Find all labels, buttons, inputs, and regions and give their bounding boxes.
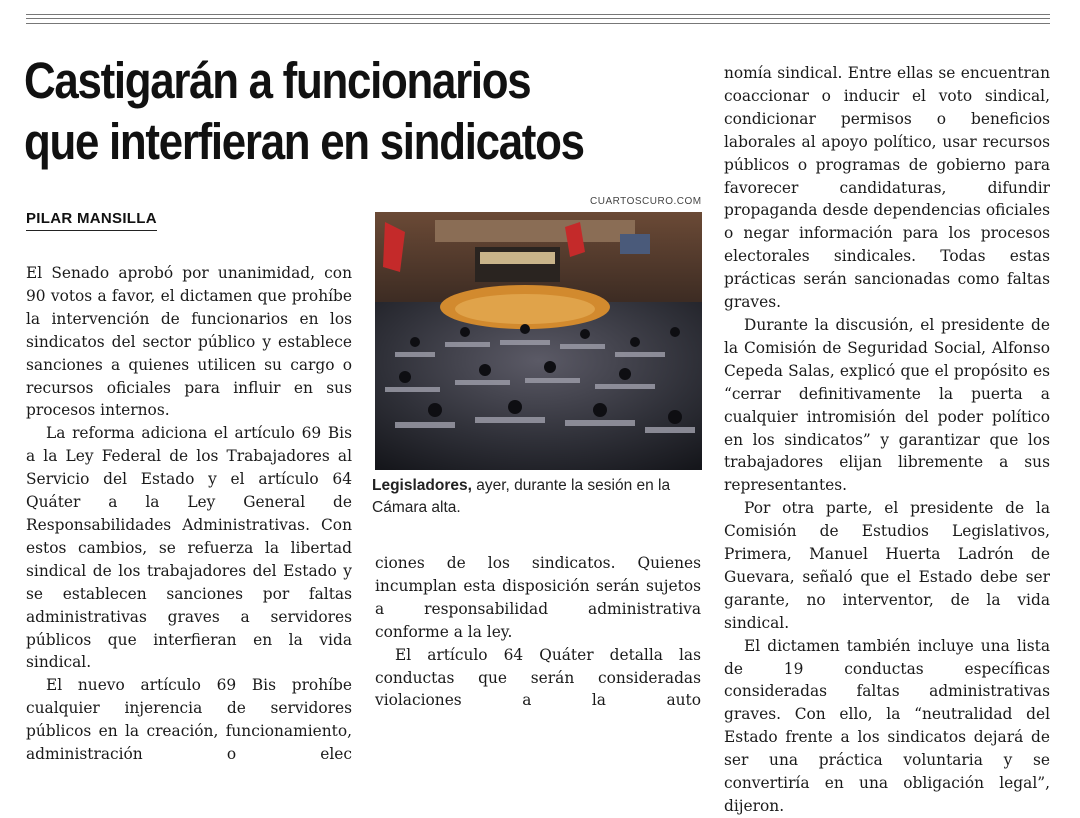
byline: PILAR MANSILLA — [26, 210, 157, 231]
top-rule-2 — [26, 18, 1050, 19]
col1-paragraph-2: La reforma adiciona el artículo 69 Bis a la Ley Federal de los Trabajadores al Servicio del Estado y el artículo 64 Quáter a la Ley General de Responsabilidades Administrativas. Con estos cambios, se refuerza la libertad sindical de los trabajadores del Estado y se establecen sanciones por faltas administrativas graves a servidores públicos que interfieran en la vida sindical. — [26, 424, 352, 672]
article-column-2 — [375, 552, 701, 712]
col1-paragraph-1: El Senado aprobó por unanimidad, con 90 votos a favor, el dictamen que prohíbe la intervención de funcionarios en los sindicatos del sector público y establece sanciones a quienes utilicen su cargo o recursos oficiales para influir en sus procesos internos. — [26, 264, 352, 420]
caption-text: ayer, durante la sesión en la Cámara alta. — [372, 477, 671, 516]
headline — [24, 50, 617, 172]
article-column-3 — [724, 62, 1050, 818]
col3-paragraph-3: Por otra parte, el presidente de la Comisión de Estudios Legislativos, Primera, Manuel Huerta Ladrón de Guevara, señaló que el Estado debe ser garante, no interventor, de la vida sindical. — [724, 499, 1050, 632]
photo-credit: CUARTOSCURO.COM — [590, 196, 702, 207]
col2-paragraph-1: ciones de los sindicatos. Quienes incumplan esta disposición serán sujetos a responsabilidad administrativa conforme a la ley. — [375, 554, 701, 641]
col2-paragraph-2: El artículo 64 Quáter detalla las conductas que serán consideradas violaciones a la auto — [375, 645, 701, 710]
top-rule-3 — [26, 23, 1050, 24]
headline-line-2: que interfieran en sindicatos — [24, 113, 584, 170]
senate-session-photo — [375, 212, 702, 470]
caption-lead: Legisladores, — [372, 477, 472, 494]
col3-paragraph-1: nomía sindical. Entre ellas se encuentran coaccionar o inducir el voto sindical, condicionar permisos o beneficios laborales al apoyo político, usar recursos públicos o programas de gobierno para favorecer candidaturas, difundir propaganda desde dependencias oficiales o negar información para los procesos electorales sindicales. Todas estas prácticas serán sancionadas como faltas graves. — [724, 64, 1050, 312]
col3-paragraph-2: Durante la discusión, el presidente de la Comisión de Seguridad Social, Alfonso Cepeda Salas, explicó que el propósito es “cerrar definitivamente la puerta a cualquier intromisión del poder político en los sindicatos” y garantizar que los trabajadores elijan libremente a sus representantes. — [724, 315, 1050, 495]
col3-paragraph-4: El dictamen también incluye una lista de 19 conductas específicas consideradas faltas administrativas graves. Con ello, la “neutralidad del Estado frente a los sindicatos dejará de ser una práctica voluntaria y se convertiría en una obligación legal”, dijeron. — [724, 636, 1050, 815]
top-rule-1 — [26, 14, 1050, 15]
col1-paragraph-3: El nuevo artículo 69 Bis prohíbe cualquier injerencia de servidores públicos en la creación, funcionamiento, administración o elec — [26, 676, 352, 764]
headline-line-1: Castigarán a funcionarios — [24, 52, 531, 109]
photo-caption — [372, 475, 702, 519]
article-column-1 — [26, 262, 352, 766]
